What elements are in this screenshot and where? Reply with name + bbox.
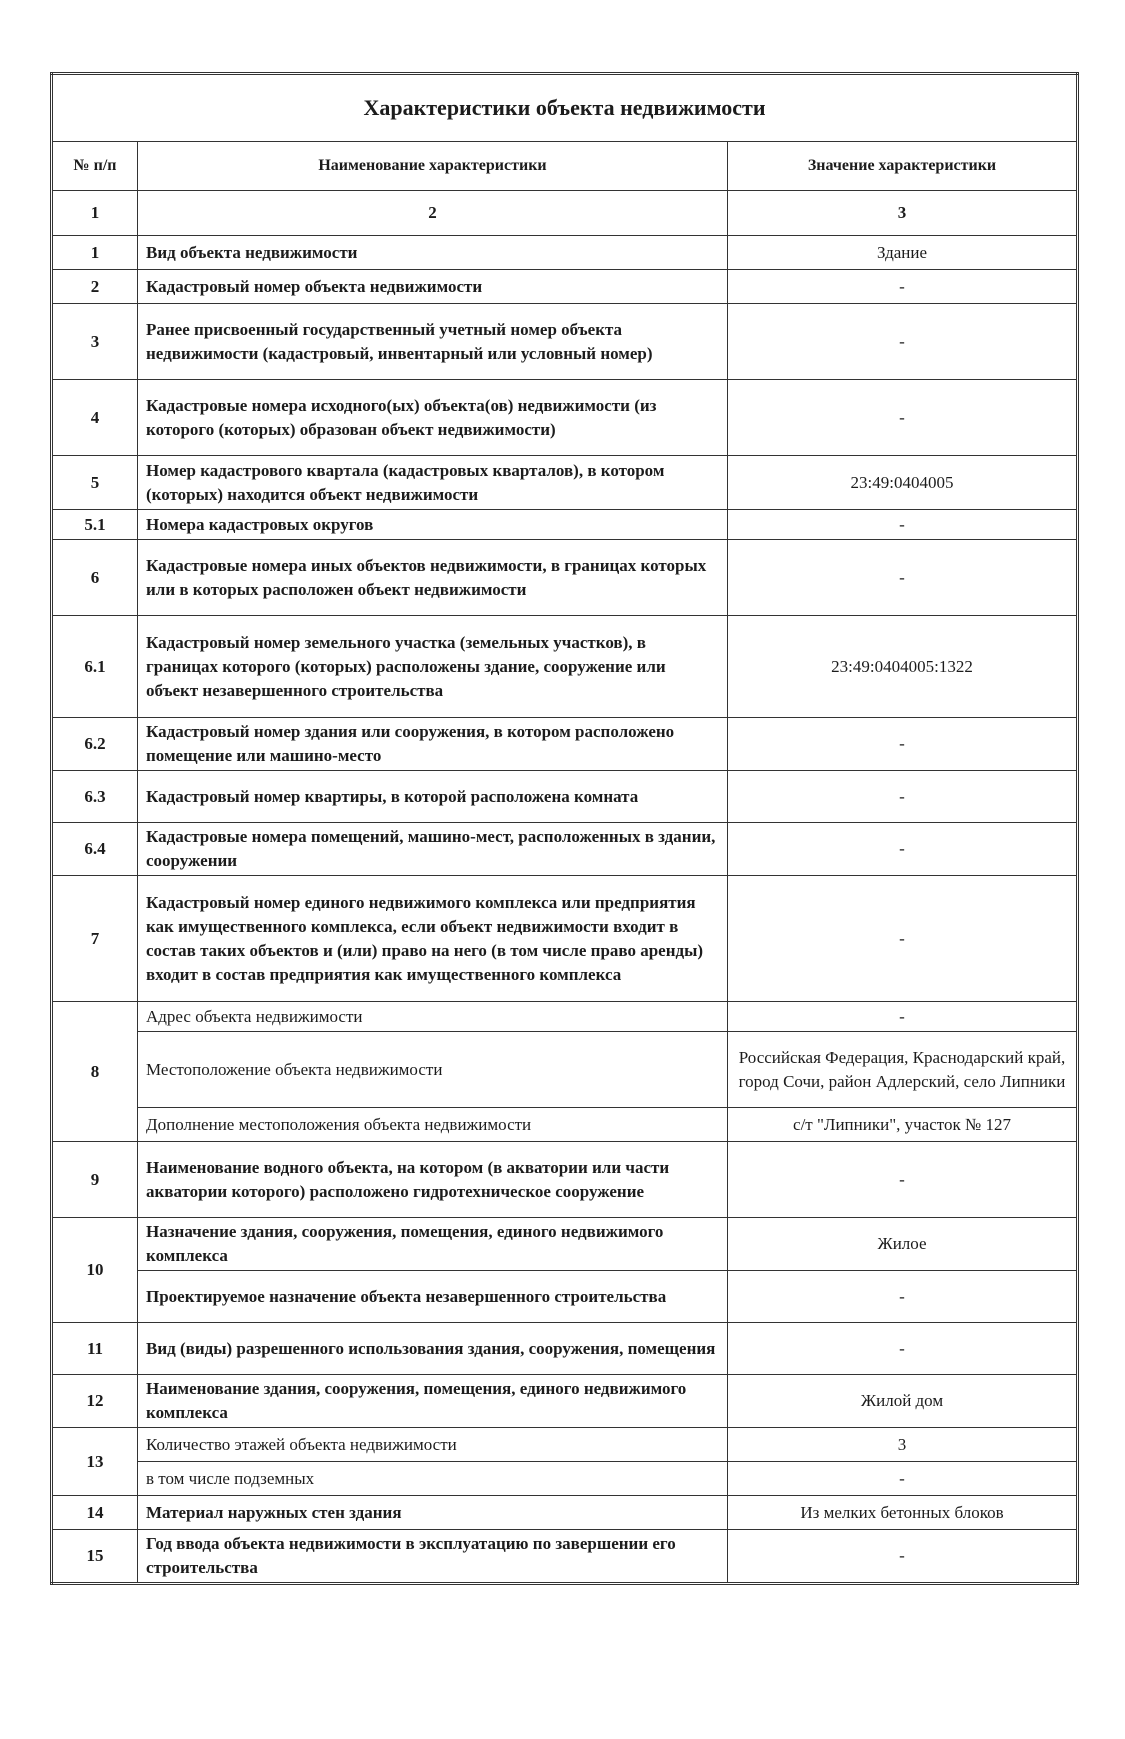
table-row: [52, 236, 1078, 270]
header-name: Наименование характеристики: [138, 142, 728, 191]
column-number-3: 3: [728, 191, 1078, 236]
row-name: Адрес объекта недвижимости: [138, 1002, 728, 1032]
table-row: [52, 1428, 1078, 1462]
row-value: Российская Федерация, Краснодарский край, город Сочи, район Адлерский, село Липники: [728, 1032, 1078, 1108]
row-name: Кадастровые номера помещений, машино-мест, расположенных в здании, сооружении: [138, 823, 728, 876]
column-number-2: 2: [138, 191, 728, 236]
table-row: [52, 456, 1078, 510]
table-row: [52, 771, 1078, 823]
header-num: № п/п: [52, 142, 138, 191]
row-value: -: [728, 1462, 1078, 1496]
row-name: Год ввода объекта недвижимости в эксплуатацию по завершении его строительства: [138, 1530, 728, 1584]
table-row: [52, 1462, 1078, 1496]
row-name: Кадастровые номера иных объектов недвижимости, в границах которых или в которых расположен объект недвижимости: [138, 540, 728, 616]
table-row: [52, 823, 1078, 876]
row-number: 6.4: [52, 823, 138, 876]
row-value: -: [728, 270, 1078, 304]
row-value: -: [728, 771, 1078, 823]
row-value: -: [728, 1323, 1078, 1375]
row-name: Кадастровый номер земельного участка (земельных участков), в границах которого (которых) расположены здание, сооружение или объект незавершенного строительства: [138, 616, 728, 718]
row-value: -: [728, 1530, 1078, 1584]
row-name: Вид (виды) разрешенного использования здания, сооружения, помещения: [138, 1323, 728, 1375]
table-row: [52, 1375, 1078, 1428]
row-value: -: [728, 823, 1078, 876]
row-number: 14: [52, 1496, 138, 1530]
row-value: Жилое: [728, 1218, 1078, 1271]
row-name: Вид объекта недвижимости: [138, 236, 728, 270]
row-value: 23:49:0404005:1322: [728, 616, 1078, 718]
row-number: 6: [52, 540, 138, 616]
row-value: с/т "Липники", участок № 127: [728, 1108, 1078, 1142]
column-number-1: 1: [52, 191, 138, 236]
row-value: -: [728, 304, 1078, 380]
row-value: Из мелких бетонных блоков: [728, 1496, 1078, 1530]
row-value: Жилой дом: [728, 1375, 1078, 1428]
table-row: [52, 1032, 1078, 1108]
row-number: 6.3: [52, 771, 138, 823]
table-row: [52, 380, 1078, 456]
row-name: Назначение здания, сооружения, помещения, единого недвижимого комплекса: [138, 1218, 728, 1271]
table-row: [52, 304, 1078, 380]
table-row: [52, 510, 1078, 540]
row-name: Номер кадастрового квартала (кадастровых кварталов), в котором (которых) находится объект недвижимости: [138, 456, 728, 510]
row-value: -: [728, 1271, 1078, 1323]
row-number: 6.1: [52, 616, 138, 718]
row-name: Местоположение объекта недвижимости: [138, 1032, 728, 1108]
header-value: Значение характеристики: [728, 142, 1078, 191]
row-number: 13: [52, 1428, 138, 1496]
table-row: [52, 1496, 1078, 1530]
row-value: 23:49:0404005: [728, 456, 1078, 510]
row-name: Кадастровый номер объекта недвижимости: [138, 270, 728, 304]
row-name: Номера кадастровых округов: [138, 510, 728, 540]
row-name: Наименование здания, сооружения, помещения, единого недвижимого комплекса: [138, 1375, 728, 1428]
table-title: Характеристики объекта недвижимости: [52, 74, 1078, 142]
row-name: Кадастровый номер квартиры, в которой расположена комната: [138, 771, 728, 823]
row-number: 2: [52, 270, 138, 304]
row-number: 15: [52, 1530, 138, 1584]
row-value: -: [728, 876, 1078, 1002]
row-value: -: [728, 718, 1078, 771]
row-value: -: [728, 540, 1078, 616]
table-row: [52, 876, 1078, 1002]
row-number: 6.2: [52, 718, 138, 771]
row-name: Кадастровый номер единого недвижимого комплекса или предприятия как имущественного комплекса, если объект недвижимости входит в состав таких объектов и (или) право на него (в том числе право аренды) входит в состав предприятия как имущественного комплекса: [138, 876, 728, 1002]
document-sheet: [50, 72, 1076, 1585]
table-row: [52, 1142, 1078, 1218]
row-number: 12: [52, 1375, 138, 1428]
row-number: 7: [52, 876, 138, 1002]
row-value: -: [728, 510, 1078, 540]
row-number: 10: [52, 1218, 138, 1323]
row-number: 8: [52, 1002, 138, 1142]
row-name: Количество этажей объекта недвижимости: [138, 1428, 728, 1462]
row-value: -: [728, 1002, 1078, 1032]
table-row: [52, 616, 1078, 718]
table-row: [52, 1530, 1078, 1584]
table-row: [52, 1323, 1078, 1375]
row-name: Наименование водного объекта, на котором (в акватории или части акватории которого) расположено гидротехническое сооружение: [138, 1142, 728, 1218]
row-name: Ранее присвоенный государственный учетный номер объекта недвижимости (кадастровый, инвентарный или условный номер): [138, 304, 728, 380]
row-number: 4: [52, 380, 138, 456]
row-value: 3: [728, 1428, 1078, 1462]
row-number: 5: [52, 456, 138, 510]
table-row: [52, 1271, 1078, 1323]
row-number: 5.1: [52, 510, 138, 540]
row-value: Здание: [728, 236, 1078, 270]
row-name: Дополнение местоположения объекта недвижимости: [138, 1108, 728, 1142]
row-name: Кадастровый номер здания или сооружения, в котором расположено помещение или машино-место: [138, 718, 728, 771]
row-name: Проектируемое назначение объекта незавершенного строительства: [138, 1271, 728, 1323]
row-number: 3: [52, 304, 138, 380]
row-number: 9: [52, 1142, 138, 1218]
row-name: Кадастровые номера исходного(ых) объекта(ов) недвижимости (из которого (которых) образован объект недвижимости): [138, 380, 728, 456]
row-name: Материал наружных стен здания: [138, 1496, 728, 1530]
table-row: [52, 1218, 1078, 1271]
row-value: -: [728, 380, 1078, 456]
row-name: в том числе подземных: [138, 1462, 728, 1496]
row-number: 1: [52, 236, 138, 270]
characteristics-table: [50, 72, 1079, 1585]
table-row: [52, 270, 1078, 304]
table-row: [52, 1002, 1078, 1032]
row-number: 11: [52, 1323, 138, 1375]
table-row: [52, 718, 1078, 771]
table-row: [52, 540, 1078, 616]
row-value: -: [728, 1142, 1078, 1218]
table-row: [52, 1108, 1078, 1142]
